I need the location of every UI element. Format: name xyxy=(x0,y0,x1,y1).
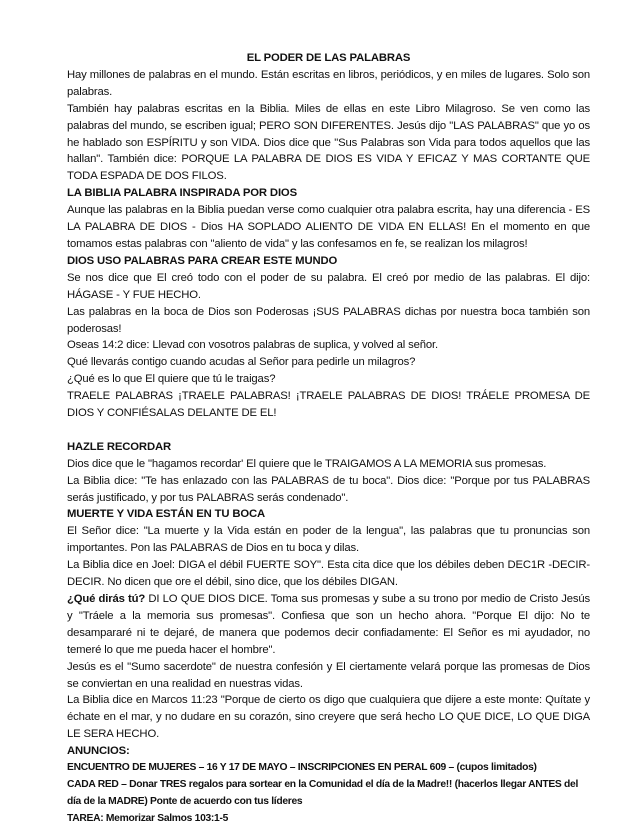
heading-remind: HAZLE RECORDAR xyxy=(67,440,171,453)
paragraph-question-want: ¿Qué es lo que El quiere que tú le traigas? xyxy=(67,373,276,386)
announcement-item: CADA RED – Donar TRES regalos para sortear en la Comunidad el día de la Madre!! (hacerlos llegar ANTES del día de la MADRE) Ponte de acuerdo con tus líderes xyxy=(67,778,579,807)
paragraph-powerful-words: Las palabras en la boca de Dios son Poderosas ¡SUS PALABRAS dichas por nuestra boca también son poderosas! xyxy=(67,305,590,335)
document-page xyxy=(67,50,590,828)
paragraph-intro: Hay millones de palabras en el mundo. Están escritas en libros, periódicos, y en miles de lugares. Solo son palabras. xyxy=(67,68,590,98)
heading-death-life: MUERTE Y VIDA ESTÁN EN TU BOCA xyxy=(67,508,266,521)
paragraph-what-say-body: DI LO QUE DIOS DICE. Toma sus promesas y sube a su trono por medio de Cristo Jesús y "Tráele a la memoria sus promesas". Confiesa que son un hecho ahora. "Porque El dijo: No te desampararé ni te dejaré, de manera que podemos decir confiadamente: El Señor es mi ayudador, no temeré lo que me pueda hacer el hombre". xyxy=(67,592,590,656)
paragraph-question-bring: Qué llevarás contigo cuando acudas al Señor para pedirle un milagros? xyxy=(67,356,416,369)
paragraph-marcos: La Biblia dice en Marcos 11:23 "Porque de cierto os digo que cualquiera que dijere a este monte: Quítate y échate en el mar, y no dudare en su corazón, sino creyere que será hecho LO QUE DICE, LO QUE DIGA LE SERA HECHO. xyxy=(67,694,590,741)
paragraph-high-priest: Jesús es el "Sumo sacerdote" de nuestra confesión y El ciertamente velará porque las promesas de Dios se conviertan en una realidad en nuestras vidas. xyxy=(67,660,590,690)
heading-inspired-word: LA BIBLIA PALABRA INSPIRADA POR DIOS xyxy=(67,187,297,200)
heading-creation-words: DIOS USO PALABRAS PARA CREAR ESTE MUNDO xyxy=(67,254,338,267)
paragraph-tongue-power: El Señor dice: "La muerte y la Vida están en poder de la lengua", las palabras que tu pronuncias son importantes. Pon las PALABRAS de Dios en tu boca y dilas. xyxy=(67,525,590,555)
paragraph-justified: La Biblia dice: "Te has enlazado con las PALABRAS de tu boca". Dios dice: "Porque por tus PALABRAS serás justificado, y por tus PALABRAS serás condenado". xyxy=(67,474,590,504)
paragraph-what-say xyxy=(67,591,590,659)
paragraph-remind: Dios dice que le "hagamos recordar' El quiere que le TRAIGAMOS A LA MEMORIA sus promesas. xyxy=(67,457,547,470)
announcements-heading: ANUNCIOS: xyxy=(67,745,130,758)
blank-line xyxy=(67,422,590,439)
paragraph-bring-words: TRAELE PALABRAS ¡TRAELE PALABRAS! ¡TRAELE PALABRAS DE DIOS! TRÁELE PROMESA DE DIOS Y CONFIÉSALAS DELANTE DE EL! xyxy=(67,390,590,420)
document-title: EL PODER DE LAS PALABRAS xyxy=(246,52,411,64)
paragraph-oseas: Oseas 14:2 dice: Llevad con vosotros palabras de suplica, y volved al señor. xyxy=(67,339,439,352)
paragraph-bible-words: También hay palabras escritas en la Biblia. Miles de ellas en este Libro Milagroso. Se ven como las palabras del mundo, se escriben igual; PERO SON DIFERENTES. Jesús dijo "LAS PALABRAS" que yo os he hablado son ESPÍRITU y son VIDA. Dios dice que "Sus Palabras son Vida para todos aquellos que las hallan". También dice: PORQUE LA PALABRA DE DIOS ES VIDA Y EFICAZ Y MAS CORTANTE QUE TODA ESPADA DE DOS FILOS. xyxy=(67,102,590,183)
announcement-item: TAREA: Memorizar Salmos 103:1-5 xyxy=(67,812,229,824)
paragraph-joel: La Biblia dice en Joel: DIGA el débil FUERTE SOY". Esta cita dice que los débiles deben DEC1R -DECIR-DECIR. No dicen que ore el débil, sino dice, que los débiles DIGAN. xyxy=(67,559,590,589)
question-lead: ¿Qué dirás tú? xyxy=(67,592,146,605)
paragraph-breath-of-life: Aunque las palabras en la Biblia puedan verse como cualquier otra palabra escrita, hay una diferencia - ES LA PALABRA DE DIOS - Dios HA SOPLADO ALIENTO DE VIDA EN ELLAS! En el momento en que tomamos estas palabras con "aliento de vida" y las confesamos en fe, se realizan los milagros! xyxy=(67,204,590,250)
announcement-item: ENCUENTRO DE MUJERES – 16 Y 17 DE MAYO – INSCRIPCIONES EN PERAL 609 – (cupos limitados) xyxy=(67,762,537,774)
paragraph-creation: Se nos dice que El creó todo con el poder de su palabra. El creó por medio de las palabras. El dijo: HÁGASE - Y FUE HECHO. xyxy=(67,271,590,301)
